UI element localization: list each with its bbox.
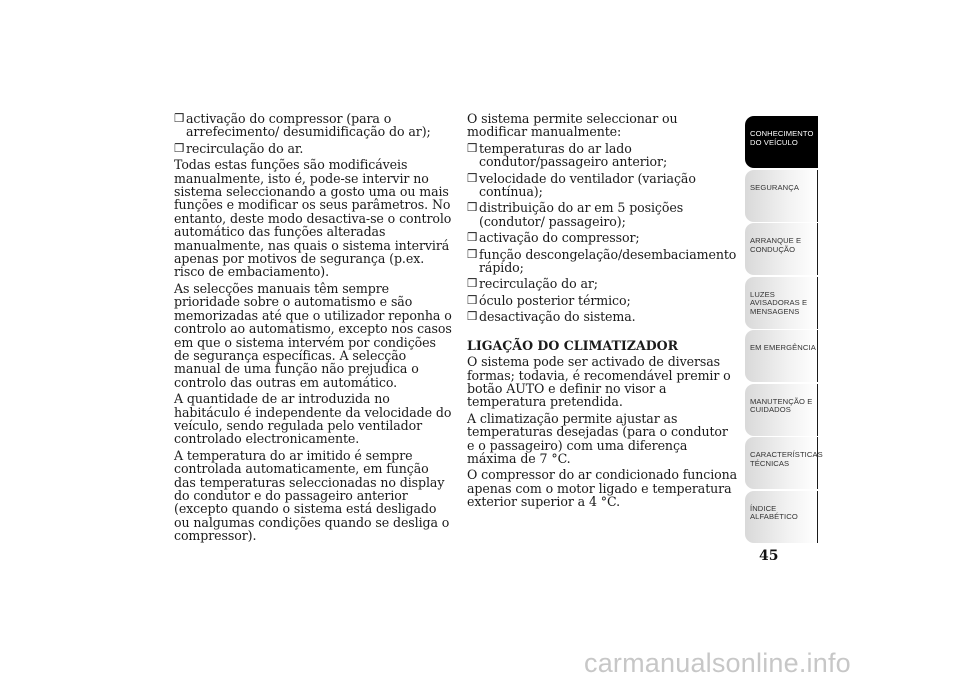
checkbox-bullet-icon: ❒	[174, 111, 185, 125]
paragraph: A climatização permite ajustar as temperaturas desejadas (para o condutor e o passageiro) com uma diferença máxima de 7 °C.	[467, 410, 728, 466]
tab-seguranca[interactable]: SEGURANÇA	[745, 170, 818, 222]
list-item: ❒ temperaturas do ar lado condutor/passageiro anterior;	[467, 140, 668, 170]
list-item: ❒ recirculação do ar;	[467, 276, 598, 292]
list-item: ❒ velocidade do ventilador (variação contínua);	[467, 170, 696, 200]
tab-caracteristicas-tecnicas[interactable]: CARACTERÍSTICAS TÉCNICAS	[745, 437, 818, 489]
checkbox-bullet-icon: ❒	[467, 309, 478, 324]
list-item: ❒ distribuição do ar em 5 posições (condutor/ passageiro);	[467, 200, 684, 229]
paragraph: Todas estas funções são modificáveis manualmente, isto é, pode-se intervir no sistema seleccionando a gosto uma ou mais funções e modificar os seus parâmetros. No entanto, deste modo desactiva-se o controlo automático das funções alteradas manualmente, nas quais o sistema intervirá apenas por motivos de segurança (p.ex. risco de embaciamento).	[174, 157, 452, 280]
paragraph: A quantidade de ar introduzida no habitáculo é independente da velocidade do veículo, sendo regulada pelo ventilador controlado electronicamente.	[174, 391, 452, 447]
paragraph: O sistema pode ser activado de diversas formas; todavia, é recomendável premir o botão AUTO e definir no visor a temperatura pretendida.	[467, 354, 731, 410]
section-heading: LIGAÇÃO DO CLIMATIZADOR	[467, 337, 679, 353]
tab-indice-alfabetico[interactable]: ÍNDICE ALFABÉTICO	[745, 491, 818, 543]
checkbox-bullet-icon: ❒	[467, 230, 478, 245]
chapter-tabs	[745, 116, 823, 544]
checkbox-bullet-icon: ❒	[467, 292, 478, 307]
left-column	[174, 112, 452, 546]
checkbox-bullet-icon: ❒	[174, 140, 185, 155]
tab-conhecimento-do-veiculo[interactable]: CONHECIMENTO DO VEÍCULO	[745, 116, 818, 168]
tab-em-emergencia[interactable]: EM EMERGÊNCIA	[745, 330, 818, 382]
checkbox-bullet-icon: ❒	[467, 200, 478, 215]
tab-luzes-avisadoras[interactable]: LUZES AVISADORAS E MENSAGENS	[745, 277, 818, 329]
list-item: ❒ activação do compressor;	[467, 230, 640, 246]
checkbox-bullet-icon: ❒	[467, 276, 478, 291]
intro-paragraph: O sistema permite seleccionar ou modificar manualmente:	[467, 111, 678, 140]
watermark: carmanualsonline.info	[584, 648, 851, 678]
tab-manutencao-e-cuidados[interactable]: MANUTENÇÃO E CUIDADOS	[745, 384, 818, 436]
checkbox-bullet-icon: ❒	[467, 170, 478, 185]
paragraph: A temperatura do ar imitido é sempre controlada automaticamente, em função das temperaturas seleccionadas no display do condutor e do passageiro anterior (excepto quando o sistema está desligado ou nalgumas condições quando se desliga o compressor).	[174, 447, 450, 544]
page-number: 45	[759, 548, 779, 564]
paragraph: O compressor do ar condicionado funciona apenas com o motor ligado e temperatura exterior superior a 4 °C.	[467, 467, 738, 510]
list-item: ❒ activação do compressor (para o arrefecimento/ desumidificação do ar);	[174, 111, 431, 140]
checkbox-bullet-icon: ❒	[467, 246, 478, 261]
list-item: ❒ função descongelação/desembaciamento rápido;	[467, 246, 737, 276]
list-item: ❒ óculo posterior térmico;	[467, 292, 631, 308]
right-column	[467, 112, 739, 512]
paragraph: As selecções manuais têm sempre prioridade sobre o automatismo e são memorizadas até que o utilizador reponha o controlo ao automatismo, excepto nos casos em que o sistema intervém por condições de segurança específicas. A selecção manual de uma função não prejudica o controlo das outras em automático.	[174, 280, 452, 390]
list-item: ❒ recirculação do ar.	[174, 140, 304, 156]
tab-arranque-e-conducao[interactable]: ARRANQUE E CONDUÇÃO	[745, 223, 818, 275]
checkbox-bullet-icon: ❒	[467, 140, 478, 155]
list-item: ❒ desactivação do sistema.	[467, 309, 636, 325]
